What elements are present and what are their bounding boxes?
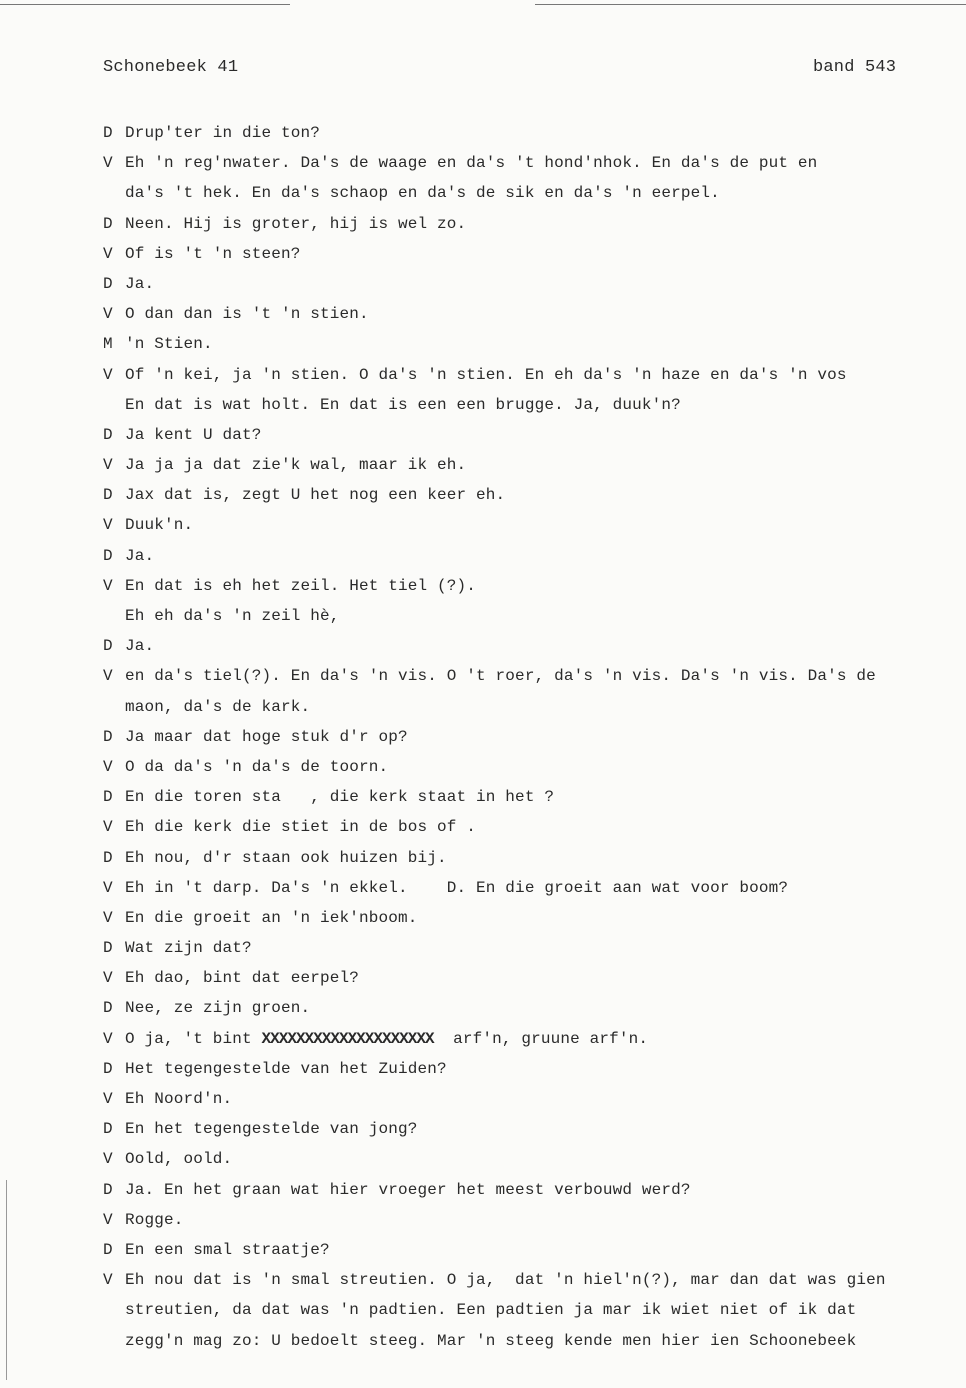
line-text: Ja ja ja dat zie'k wal, maar ik eh. xyxy=(125,456,467,475)
speaker-label: V xyxy=(103,1090,113,1108)
line-text: Of is 't 'n steen? xyxy=(125,244,301,263)
speaker-label: D xyxy=(103,788,113,807)
line-text: Ja. xyxy=(125,274,155,293)
transcript-line xyxy=(103,843,953,873)
speaker-label: V xyxy=(103,456,113,475)
transcript-line xyxy=(103,752,953,782)
transcript-line xyxy=(103,510,953,540)
line-text: Het tegengestelde van het Zuiden? xyxy=(125,1059,447,1078)
transcript-line xyxy=(103,1084,953,1114)
line-text: Of 'n kei, ja 'n stien. O da's 'n stien. En eh da's 'n haze en da's 'n vos xyxy=(125,365,847,384)
top-rule-left xyxy=(0,4,290,5)
speaker-label: D xyxy=(103,1120,113,1139)
speaker-label: V xyxy=(103,1150,113,1169)
speaker-label: D xyxy=(103,214,113,233)
transcript-line xyxy=(103,118,953,148)
speaker-label: M xyxy=(103,335,113,354)
speaker-label: V xyxy=(103,969,113,988)
line-text: En die toren sta , die kerk staat in het ? xyxy=(125,788,555,807)
line-text: En dat is wat holt. En dat is een een brugge. Ja, duuk'n? xyxy=(125,395,681,414)
line-text: Eh Noord'n. xyxy=(125,1090,233,1108)
transcript-line xyxy=(103,1024,953,1054)
line-text: Ja. En het graan wat hier vroeger het meest verbouwd werd? xyxy=(125,1180,691,1199)
speaker-label: D xyxy=(103,274,113,293)
transcript-line xyxy=(103,360,953,390)
line-text: Ja maar dat hoge stuk d'r op? xyxy=(125,727,408,746)
line-text: Eh eh da's 'n zeil hè, xyxy=(125,607,340,625)
margin-mark xyxy=(6,1180,7,1380)
transcript-line xyxy=(103,903,953,933)
line-text-after: arf'n, gruune arf'n. xyxy=(433,1029,649,1048)
line-text: Eh nou, d'r staan ook huizen bij. xyxy=(125,848,447,867)
speaker-label: V xyxy=(103,154,113,173)
transcript-line xyxy=(103,631,953,661)
transcript-line xyxy=(103,1295,953,1325)
speaker-label: V xyxy=(103,244,113,263)
speaker-label: V xyxy=(103,818,113,837)
line-text: da's 't hek. En da's schaop en da's de sik en da's 'n eerpel. xyxy=(125,184,720,203)
speaker-label: V xyxy=(103,576,113,595)
struck-out-text: XXXXXXXXXXXXXXXXXXXX xyxy=(261,1029,434,1048)
page-header-left: Schonebeek 41 xyxy=(103,58,239,77)
line-text: Ja. xyxy=(125,637,155,656)
transcript-line xyxy=(103,480,953,510)
transcript-line xyxy=(103,450,953,480)
transcript-line xyxy=(103,873,953,903)
line-text: maon, da's de kark. xyxy=(125,697,311,716)
transcript-line xyxy=(103,299,953,329)
transcript-line xyxy=(103,1144,953,1174)
line-text: Eh nou dat is 'n smal streutien. O ja, dat 'n hiel'n(?), mar dan dat was gien xyxy=(125,1271,886,1290)
transcript-line xyxy=(103,148,953,178)
transcript-line xyxy=(103,209,953,239)
transcript xyxy=(103,118,953,1356)
transcript-line xyxy=(103,269,953,299)
speaker-label: D xyxy=(103,1059,113,1078)
line-text: Ja. xyxy=(125,546,155,565)
line-text: Eh die kerk die stiet in de bos of . xyxy=(125,818,477,837)
line-text: Duuk'n. xyxy=(125,516,194,535)
transcript-line xyxy=(103,1114,953,1144)
line-text: Ja kent U dat? xyxy=(125,425,262,444)
line-text: En een smal straatje? xyxy=(125,1240,330,1259)
line-text: 'n Stien. xyxy=(125,335,213,354)
line-text: Jax dat is, zegt U het nog een keer eh. xyxy=(125,486,506,505)
speaker-label: V xyxy=(103,757,113,776)
transcript-line xyxy=(103,963,953,993)
transcript-line xyxy=(103,933,953,963)
speaker-label: D xyxy=(103,637,113,656)
line-text: zegg'n mag zo: U bedoelt steeg. Mar 'n steeg kende men hier ien Schoonebeek xyxy=(125,1331,857,1350)
line-text: en da's tiel(?). En da's 'n vis. O 't roer, da's 'n vis. Da's 'n vis. Da's de xyxy=(125,667,876,686)
line-text: Eh 'n reg'nwater. Da's de waage en da's 't hond'nhok. En da's de put en xyxy=(125,154,818,173)
speaker-label: V xyxy=(103,667,113,686)
line-text: Neen. Hij is groter, hij is wel zo. xyxy=(125,214,467,233)
line-text: En het tegengestelde van jong? xyxy=(125,1120,418,1139)
transcript-line xyxy=(103,541,953,571)
speaker-label: D xyxy=(103,939,113,958)
line-text: Rogge. xyxy=(125,1210,184,1229)
transcript-line xyxy=(103,601,953,631)
line-text: Nee, ze zijn groen. xyxy=(125,999,311,1018)
speaker-label: D xyxy=(103,425,113,444)
speaker-label: D xyxy=(103,486,113,505)
line-text: Drup'ter in die ton? xyxy=(125,124,321,142)
line-text: O da da's 'n da's de toorn. xyxy=(125,757,389,776)
speaker-label: D xyxy=(103,1180,113,1199)
speaker-label: V xyxy=(103,305,113,324)
transcript-line xyxy=(103,692,953,722)
transcript-line xyxy=(103,1235,953,1265)
transcript-line xyxy=(103,239,953,269)
speaker-label: V xyxy=(103,1271,113,1290)
transcript-line xyxy=(103,722,953,752)
speaker-label: V xyxy=(103,1210,113,1229)
transcript-line xyxy=(103,178,953,208)
speaker-label: V xyxy=(103,1029,113,1048)
transcript-line xyxy=(103,782,953,812)
transcript-line xyxy=(103,1205,953,1235)
transcript-line xyxy=(103,993,953,1023)
speaker-label: D xyxy=(103,999,113,1018)
transcript-line xyxy=(103,1175,953,1205)
line-text: En dat is eh het zeil. Het tiel (?). xyxy=(125,576,477,595)
top-rule-right xyxy=(535,4,966,5)
speaker-label: V xyxy=(103,878,113,897)
transcript-line xyxy=(103,571,953,601)
speaker-label: V xyxy=(103,365,113,384)
line-text: Oold, oold. xyxy=(125,1150,233,1169)
page-header-right: band 543 xyxy=(813,58,897,77)
speaker-label: V xyxy=(103,908,113,927)
transcript-line xyxy=(103,390,953,420)
line-text: Eh dao, bint dat eerpel? xyxy=(125,969,360,988)
transcript-line xyxy=(103,420,953,450)
transcript-line xyxy=(103,812,953,842)
speaker-label: D xyxy=(103,124,113,142)
transcript-line xyxy=(103,329,953,359)
line-text: Eh in 't darp. Da's 'n ekkel. D. En die groeit aan wat voor boom? xyxy=(125,878,789,897)
transcript-line xyxy=(103,661,953,691)
speaker-label: D xyxy=(103,546,113,565)
transcript-line xyxy=(103,1265,953,1295)
line-text: Wat zijn dat? xyxy=(125,939,252,958)
speaker-label: D xyxy=(103,727,113,746)
line-text: O dan dan is 't 'n stien. xyxy=(125,305,369,324)
transcript-line xyxy=(103,1054,953,1084)
speaker-label: D xyxy=(103,848,113,867)
line-text: En die groeit an 'n iek'nboom. xyxy=(125,908,418,927)
transcript-line xyxy=(103,1326,953,1356)
speaker-label: V xyxy=(103,516,113,535)
line-text: O ja, 't bint xyxy=(125,1029,252,1048)
line-text: streutien, da dat was 'n padtien. Een padtien ja mar ik wiet niet of ik dat xyxy=(125,1301,857,1320)
speaker-label: D xyxy=(103,1240,113,1259)
